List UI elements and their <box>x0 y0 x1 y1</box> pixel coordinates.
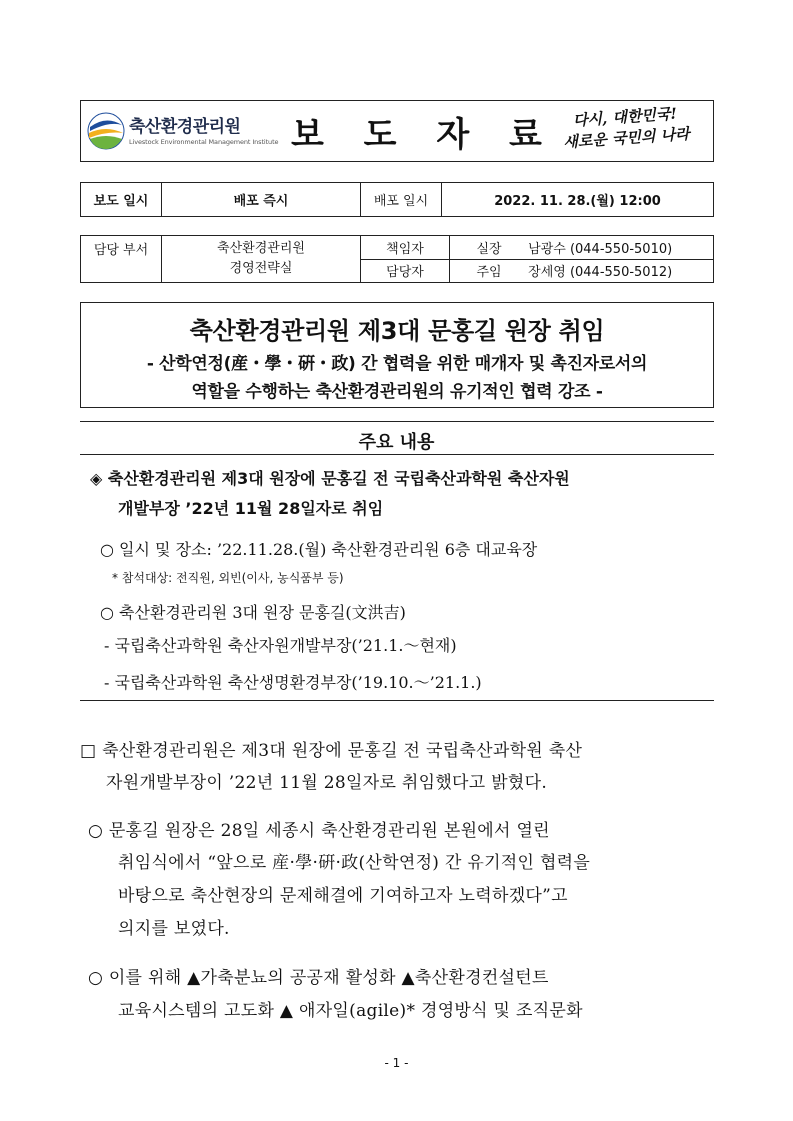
headline: 축산환경관리원 제3대 문홍길 원장 취임 <box>189 317 605 345</box>
slogan-line-2: 새로운 국민의 나라 <box>562 124 691 152</box>
contact-position: 주임 <box>476 265 502 281</box>
summary-item-note: * 참석대상: 전직원, 외빈(이사, 농식품부 등) <box>112 571 344 585</box>
contact-person <box>450 236 714 260</box>
contact-person <box>450 259 714 283</box>
summary-heading-rule <box>80 454 714 455</box>
release-label: 보도 일시 <box>81 183 162 217</box>
body-paragraph-2-line-4: 의지를 보였다. <box>118 919 230 939</box>
summary-top-rule <box>80 421 714 422</box>
distribution-value: 2022. 11. 28.(월) 12:00 <box>442 183 714 217</box>
dept-label: 담당 부서 <box>81 236 162 283</box>
distribution-label: 배포 일시 <box>361 183 442 217</box>
summary-item-director: ○ 축산환경관리원 3대 원장 문홍길(文洪吉) <box>100 603 406 622</box>
summary-item-date-place: ○ 일시 및 장소: ’22.11.28.(월) 축산환경관리원 6층 대교육장 <box>100 540 538 559</box>
logo-emblem-icon <box>87 111 125 151</box>
contact-name-phone: 남광수 (044-550-5010) <box>528 241 673 257</box>
summary-bottom-rule <box>80 700 714 701</box>
press-header <box>80 100 714 162</box>
body-paragraph-2-line-2: 취임식에서 “앞으로 産·學·硏·政(산학연정) 간 유기적인 협력을 <box>118 853 591 873</box>
press-release-title: 보 도 자 료 <box>291 115 556 155</box>
subheadline-line-1: - 산학연정(産・學・硏・政) 간 협력을 위한 매개자 및 촉진자로서의 <box>146 354 648 374</box>
body-paragraph-2-line-3: 바탕으로 축산현장의 문제해결에 기여하고자 노력하겠다”고 <box>118 886 568 906</box>
slogan <box>549 102 702 162</box>
summary-heading: 주요 내용 <box>358 432 435 453</box>
release-value: 배포 즉시 <box>162 183 361 217</box>
summary-career-1: - 국립축산과학원 축산자원개발부장(’21.1.～현재) <box>104 636 457 655</box>
subheadline <box>81 350 713 406</box>
contact-name-phone: 장세영 (044-550-5012) <box>528 265 673 281</box>
headline-box <box>80 302 714 408</box>
logo-subtitle: Livestock Environmental Management Institute <box>129 138 279 146</box>
slogan-line-1: 다시, 대한민국! <box>572 104 678 130</box>
contact-position: 실장 <box>476 241 502 257</box>
body-paragraph-3-line-2: 교육시스템의 고도화 ▲ 애자일(agile)* 경영방식 및 조직문화 <box>118 1001 583 1021</box>
institute-logo <box>87 109 279 155</box>
summary-career-2: - 국립축산과학원 축산생명환경부장(’19.10.～’21.1.) <box>104 673 482 692</box>
body-paragraph-1-line-2: 자원개발부장이 ’22년 11월 28일자로 취임했다고 밝혔다. <box>106 773 548 793</box>
summary-bullet-line-2: 개발부장 ’22년 11월 28일자로 취임 <box>118 499 384 518</box>
body-paragraph-3-line-1: ○ 이를 위해 ▲가축분뇨의 공공재 활성화 ▲축산환경컨설턴트 <box>88 968 549 988</box>
dept-name <box>162 236 361 283</box>
page-number: - 1 - <box>384 1056 409 1070</box>
subheadline-line-2: 역할을 수행하는 축산환경관리원의 유기적인 협력 강조 - <box>191 382 603 402</box>
summary-bullet-line-1: ◈ 축산환경관리원 제3대 원장에 문홍길 전 국립축산과학원 축산자원 <box>90 469 570 488</box>
dept-name-line-2: 경영전략실 <box>229 261 293 276</box>
body-paragraph-1-line-1: □ 축산환경관리원은 제3대 원장에 문홍길 전 국립축산과학원 축산 <box>80 741 583 761</box>
dept-name-line-1: 축산환경관리원 <box>217 241 305 256</box>
logo-name: 축산환경관리원 <box>129 117 241 137</box>
body-paragraph-2-line-1: ○ 문홍길 원장은 28일 세종시 축산환경관리원 본원에서 열린 <box>88 821 550 841</box>
contact-role: 담당자 <box>361 259 450 283</box>
contact-table <box>80 235 714 283</box>
contact-role: 책임자 <box>361 236 450 260</box>
release-table <box>80 182 714 217</box>
